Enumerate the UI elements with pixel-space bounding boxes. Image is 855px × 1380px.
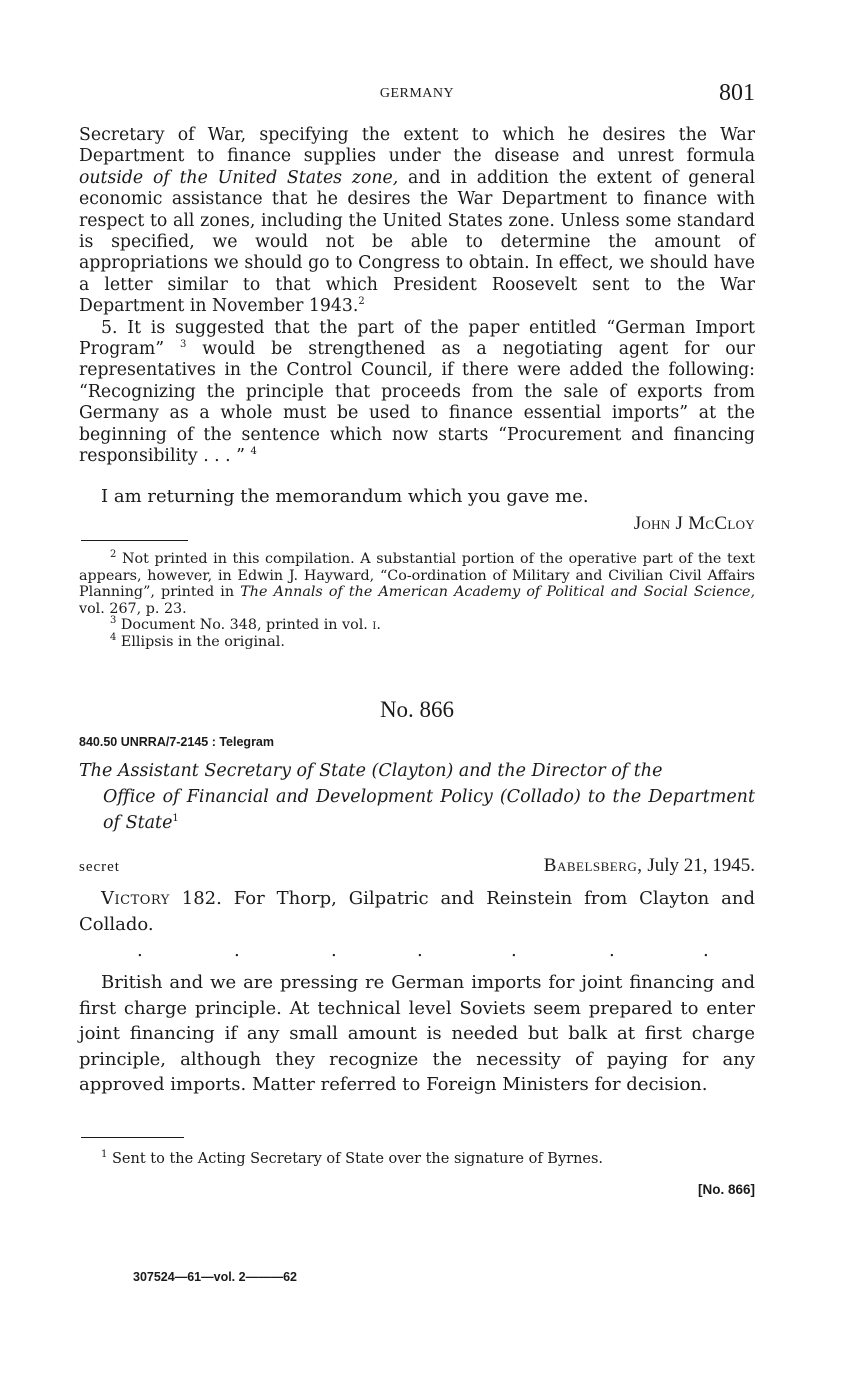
document-heading	[79, 758, 755, 836]
text-run: Ellipsis in the original.	[116, 633, 285, 650]
ellipsis-dots	[79, 940, 755, 960]
paragraph-5	[79, 318, 755, 468]
closing-block	[79, 485, 755, 534]
paragraph: British and we are pressing re German imports for joint financing and first charge principle. At technical level Soviets seem prepared to enter joint financing if any small amount is needed but balk at first charge principle, although they recognize the necessity of paying for any approved imports. Matter referred to Foreign Ministers for decision.	[79, 972, 755, 1095]
footnote-4	[79, 631, 755, 651]
footnotes-top	[79, 551, 755, 650]
footnote-3	[79, 617, 755, 634]
closing-line: I am returning the memorandum which you gave me.	[101, 486, 589, 507]
heading-continuation	[79, 784, 755, 836]
document-number: No. 866	[379, 697, 455, 722]
volume-numeral: i	[372, 617, 377, 633]
footnote-marker: 3	[110, 615, 117, 627]
footnote-marker: 2	[110, 549, 117, 561]
ellipsis-dot: .	[511, 940, 517, 961]
footnotes-bottom	[79, 1150, 755, 1168]
text-run: Office of Financial and Development Policy (Collado) to the Department of State	[103, 787, 755, 833]
text-run: Secretary of War, specifying the extent to which he desires the War Department to finance supplies under the disease and unrest formula	[79, 125, 755, 167]
printer-signature-line: 307524—61—vol. 2———62	[133, 1270, 297, 1284]
italic-text: The Annals of the American Academy of Political and Social Science,	[240, 584, 755, 600]
telegram-series: Victory	[101, 888, 170, 909]
footnote-marker: 1	[172, 813, 179, 825]
footnote-divider	[81, 1137, 184, 1138]
text-run: 182. For Thorp, Gilpatric and Reinstein from Clayton and Collado.	[79, 888, 755, 935]
place: Babelsberg,	[543, 855, 643, 876]
telegram-opening	[79, 886, 755, 937]
date: July 21, 1945.	[642, 855, 755, 876]
footnote-marker: 4	[110, 631, 117, 643]
footnote-divider	[81, 540, 188, 541]
ellipsis-dot: .	[331, 940, 337, 961]
footnote-marker: 3	[180, 339, 187, 351]
heading-line: The Assistant Secretary of State (Clayton) and the Director of the	[79, 761, 663, 781]
text-run: Sent to the Acting Secretary of State over the signature of Byrnes.	[107, 1151, 604, 1167]
text-run: would be strengthened as a negotiating agent for our representatives in the Control Council, if there were added the following: “Recognizing the principle that proceeds from the sale of exports from Germany as a whole must be used to finance essential imports” at the beginning of the sentence which now starts “Procurement and financing responsibility . . . ”	[79, 339, 755, 467]
running-title: GERMANY	[379, 86, 455, 101]
paragraph	[79, 125, 755, 318]
continued-letter-text	[79, 125, 755, 468]
catchword: [No. 866]	[697, 1182, 755, 1197]
signature: John J McCloy	[633, 513, 755, 534]
footnote-1	[79, 1150, 755, 1168]
running-head	[79, 76, 755, 110]
text-run: and in addition the extent of general economic assistance that he desires the War Department to finance with respect to all zones, including the United States zone. Unless some standard is specified, we would not be able to determine the amount of appropriations we should go to Congress to obtain. In effect, we should have a letter similar to that which President Roosevelt sent to the War Department in November 1943.	[79, 167, 756, 317]
classification-label: secret	[79, 859, 120, 875]
ellipsis-dot: .	[703, 940, 709, 961]
footnote-2	[79, 551, 755, 617]
ellipsis-dot: .	[234, 940, 240, 961]
ellipsis-dot: .	[417, 940, 423, 961]
page-number: 801	[719, 80, 755, 106]
place-and-date	[544, 855, 755, 877]
file-reference: 840.50 UNRRA/7-2145 : Telegram	[79, 735, 274, 749]
paragraph	[79, 886, 755, 937]
dateline	[79, 855, 755, 879]
text-run: .	[376, 617, 381, 633]
italic-text: outside of the United States zone,	[79, 167, 399, 188]
footnote-marker: 1	[101, 1149, 108, 1161]
ellipsis-dot: .	[137, 940, 143, 961]
footnote-marker: 2	[358, 296, 365, 308]
text-run: Not printed in this compilation. A substantial portion of the operative part of the text appears, however, in Edwin J. Hayward, “Co-ordination of Military and Civilian Civil Affairs Planning”, printed in	[79, 551, 755, 600]
text-run: Document No. 348, printed in vol.	[116, 617, 373, 633]
text-run: vol. 267, p. 23.	[79, 600, 187, 617]
footnote-marker: 4	[250, 446, 257, 458]
ellipsis-dot: .	[609, 940, 615, 961]
telegram-body	[79, 970, 755, 1098]
text-run: 5. It is suggested that the part of the paper entitled “German Import Program”	[79, 317, 755, 360]
